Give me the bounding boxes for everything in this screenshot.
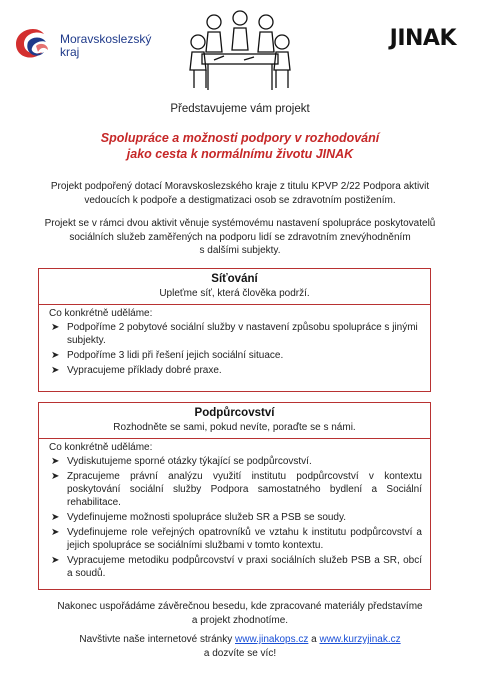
list-item bbox=[51, 526, 422, 552]
logo-text-line1: Moravskoslezský bbox=[60, 32, 152, 46]
visit-line1 bbox=[30, 633, 450, 647]
networking-lead: Co konkrétně uděláme: bbox=[49, 308, 153, 319]
paragraph-funding bbox=[24, 180, 456, 207]
visit-middle: a bbox=[308, 634, 320, 645]
visit-prefix: Navštivte naše internetové stránky bbox=[79, 634, 235, 645]
paragraph1-line1: Projekt podpořený dotací Moravskoslezského kraje z titulu KPVP 2/22 Podpora aktivit bbox=[50, 181, 430, 192]
closing-paragraph bbox=[30, 600, 450, 628]
list-item bbox=[51, 455, 422, 468]
visit-paragraph bbox=[30, 633, 450, 661]
list-item bbox=[51, 349, 422, 362]
project-title-line1: Spolupráce a možnosti podpory v rozhodování bbox=[100, 131, 380, 145]
jinakops-link[interactable]: www.jinakops.cz bbox=[235, 634, 309, 645]
jinak-logo: JINAK bbox=[389, 26, 456, 51]
networking-box bbox=[38, 268, 431, 392]
list-item-text: Podpoříme 2 pobytové sociální služby v nastavení způsobu spolupráce s jinými subjekty. bbox=[67, 322, 418, 346]
moravskoslezsky-kraj-logo bbox=[10, 22, 180, 70]
paragraph2-line3: s dalšími subjekty. bbox=[199, 245, 281, 256]
arrow-bullet-icon: ➤ bbox=[51, 456, 60, 467]
networking-list bbox=[39, 321, 430, 377]
arrow-bullet-icon: ➤ bbox=[51, 512, 60, 523]
list-item-text: Zpracujeme právní analýzu využití institutu podpůrcovství v kontextu poskytování sociální služby Podpora samostatného bydlení a Sociální rehabilitace. bbox=[67, 471, 422, 508]
paragraph2-line2: sociálních služeb zaměřených na podporu lidí se zdravotním znevýhodněním bbox=[69, 231, 411, 243]
arrow-bullet-icon: ➤ bbox=[51, 527, 60, 538]
intro-line: Představujeme vám projekt bbox=[170, 103, 310, 115]
list-item bbox=[51, 321, 422, 347]
list-item bbox=[51, 554, 422, 580]
support-title: Podpůrcovství bbox=[194, 407, 275, 419]
list-item-text: Vypracujeme metodiku podpůrcovství v praxi sociálních služeb PSB a SR, obcí a soudů. bbox=[67, 555, 422, 579]
closing-line2: a projekt zhodnotíme. bbox=[191, 615, 289, 626]
networking-subtitle: Upleťme síť, která člověka podrží. bbox=[159, 288, 310, 299]
arrow-bullet-icon: ➤ bbox=[51, 555, 60, 566]
support-subtitle: Rozhodněte se sami, pokud nevíte, poraďte se s námi. bbox=[113, 422, 356, 433]
people-at-table-illustration bbox=[184, 8, 296, 96]
paragraph2-line1: Projekt se v rámci dvou aktivit věnuje systémovému nastavení spolupráce poskytovatelů bbox=[44, 218, 436, 229]
list-item bbox=[51, 470, 422, 509]
project-title bbox=[0, 130, 480, 162]
kurzyjinak-link[interactable]: www.kurzyjinak.cz bbox=[319, 634, 401, 645]
list-item bbox=[51, 364, 422, 377]
project-title-line2: jako cesta k normálnímu životu JINAK bbox=[126, 147, 354, 161]
list-item-text: Vydefinujeme role veřejných opatrovníků ve vztahu k institutu podpůrcovství a jejich spolupráce se sociálními službami v tomto kontextu. bbox=[67, 527, 422, 551]
header bbox=[0, 0, 480, 100]
box-divider bbox=[39, 304, 430, 305]
arrow-bullet-icon: ➤ bbox=[51, 365, 60, 376]
visit-suffix: a dozvíte se víc! bbox=[203, 648, 277, 659]
paragraph1-line2: vedoucích k podpoře a destigmatizaci osob se zdravotním postižením. bbox=[84, 194, 396, 206]
arrow-bullet-icon: ➤ bbox=[51, 322, 60, 333]
logo-text bbox=[60, 33, 151, 59]
list-item-text: Vydefinujeme možnosti spolupráce služeb SR a PSB se soudy. bbox=[67, 512, 347, 523]
closing-line1: Nakonec uspořádáme závěrečnou besedu, kde zpracované materiály představíme bbox=[57, 601, 423, 612]
arrow-bullet-icon: ➤ bbox=[51, 350, 60, 361]
box-divider bbox=[39, 438, 430, 439]
list-item-text: Vypracujeme příklady dobré praxe. bbox=[67, 365, 222, 376]
list-item bbox=[51, 511, 422, 524]
paragraph-activities bbox=[24, 217, 456, 258]
support-box bbox=[38, 402, 431, 590]
support-list bbox=[39, 455, 430, 580]
logo-text-line2: kraj bbox=[60, 45, 80, 59]
list-item-text: Podpoříme 3 lidi při řešení jejich sociální situace. bbox=[67, 350, 284, 361]
region-emblem-icon bbox=[10, 22, 54, 66]
support-lead: Co konkrétně uděláme: bbox=[49, 442, 153, 453]
networking-title: Síťování bbox=[211, 273, 258, 285]
list-item-text: Vydiskutujeme sporné otázky týkající se podpůrcovství. bbox=[67, 456, 312, 467]
arrow-bullet-icon: ➤ bbox=[51, 471, 60, 482]
